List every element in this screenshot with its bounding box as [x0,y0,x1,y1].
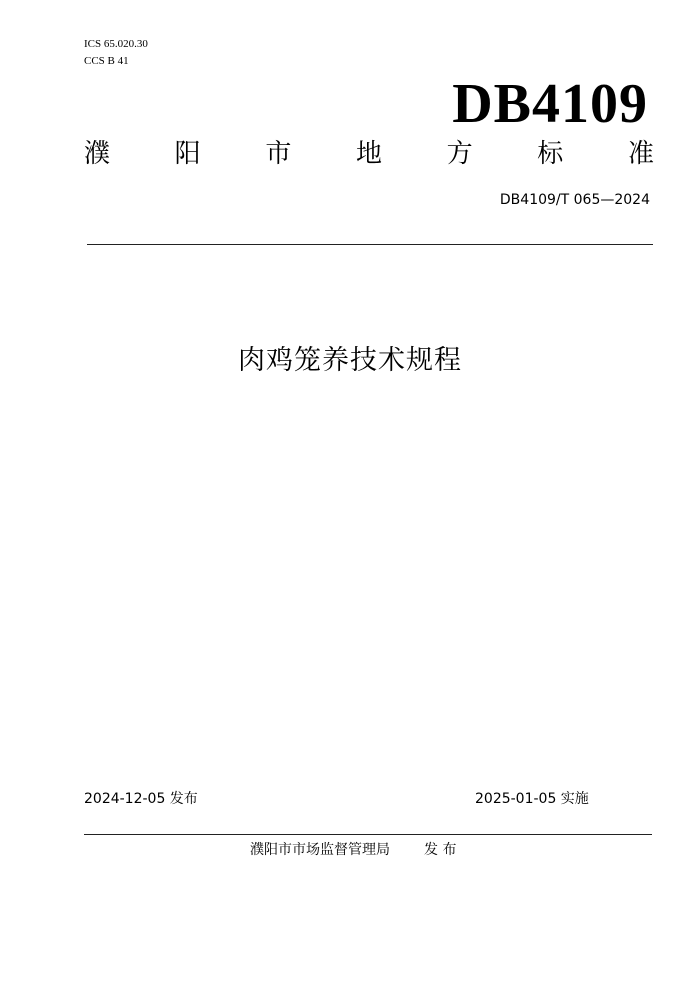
standard-type-char: 地 [355,139,382,169]
footer-divider [84,834,652,835]
standard-type-char: 濮 [84,139,111,169]
ccs-code: CCS B 41 [84,55,129,67]
implementation-date: 2025-01-05 实施 [475,791,589,807]
issuer-line [250,841,456,859]
document-title: 肉鸡笼养技术规程 [238,345,462,376]
standard-type-char: 市 [265,139,292,169]
ics-code: ICS 65.020.30 [84,38,148,50]
standard-type-char: 阳 [174,139,201,169]
issue-word: 发 布 [424,842,457,858]
standard-type-char: 标 [537,139,564,169]
issue-date: 2024-12-05 发布 [84,791,198,807]
standard-type-char: 方 [446,139,473,169]
standard-code: DB4109 [452,73,648,135]
standard-number: DB4109/T 065—2024 [499,192,650,208]
header-divider [87,244,653,245]
standard-type-name [84,136,654,172]
standard-type-char: 准 [627,139,654,169]
classification-codes [84,36,148,70]
issuer-name: 濮阳市市场监督管理局 [250,842,390,858]
